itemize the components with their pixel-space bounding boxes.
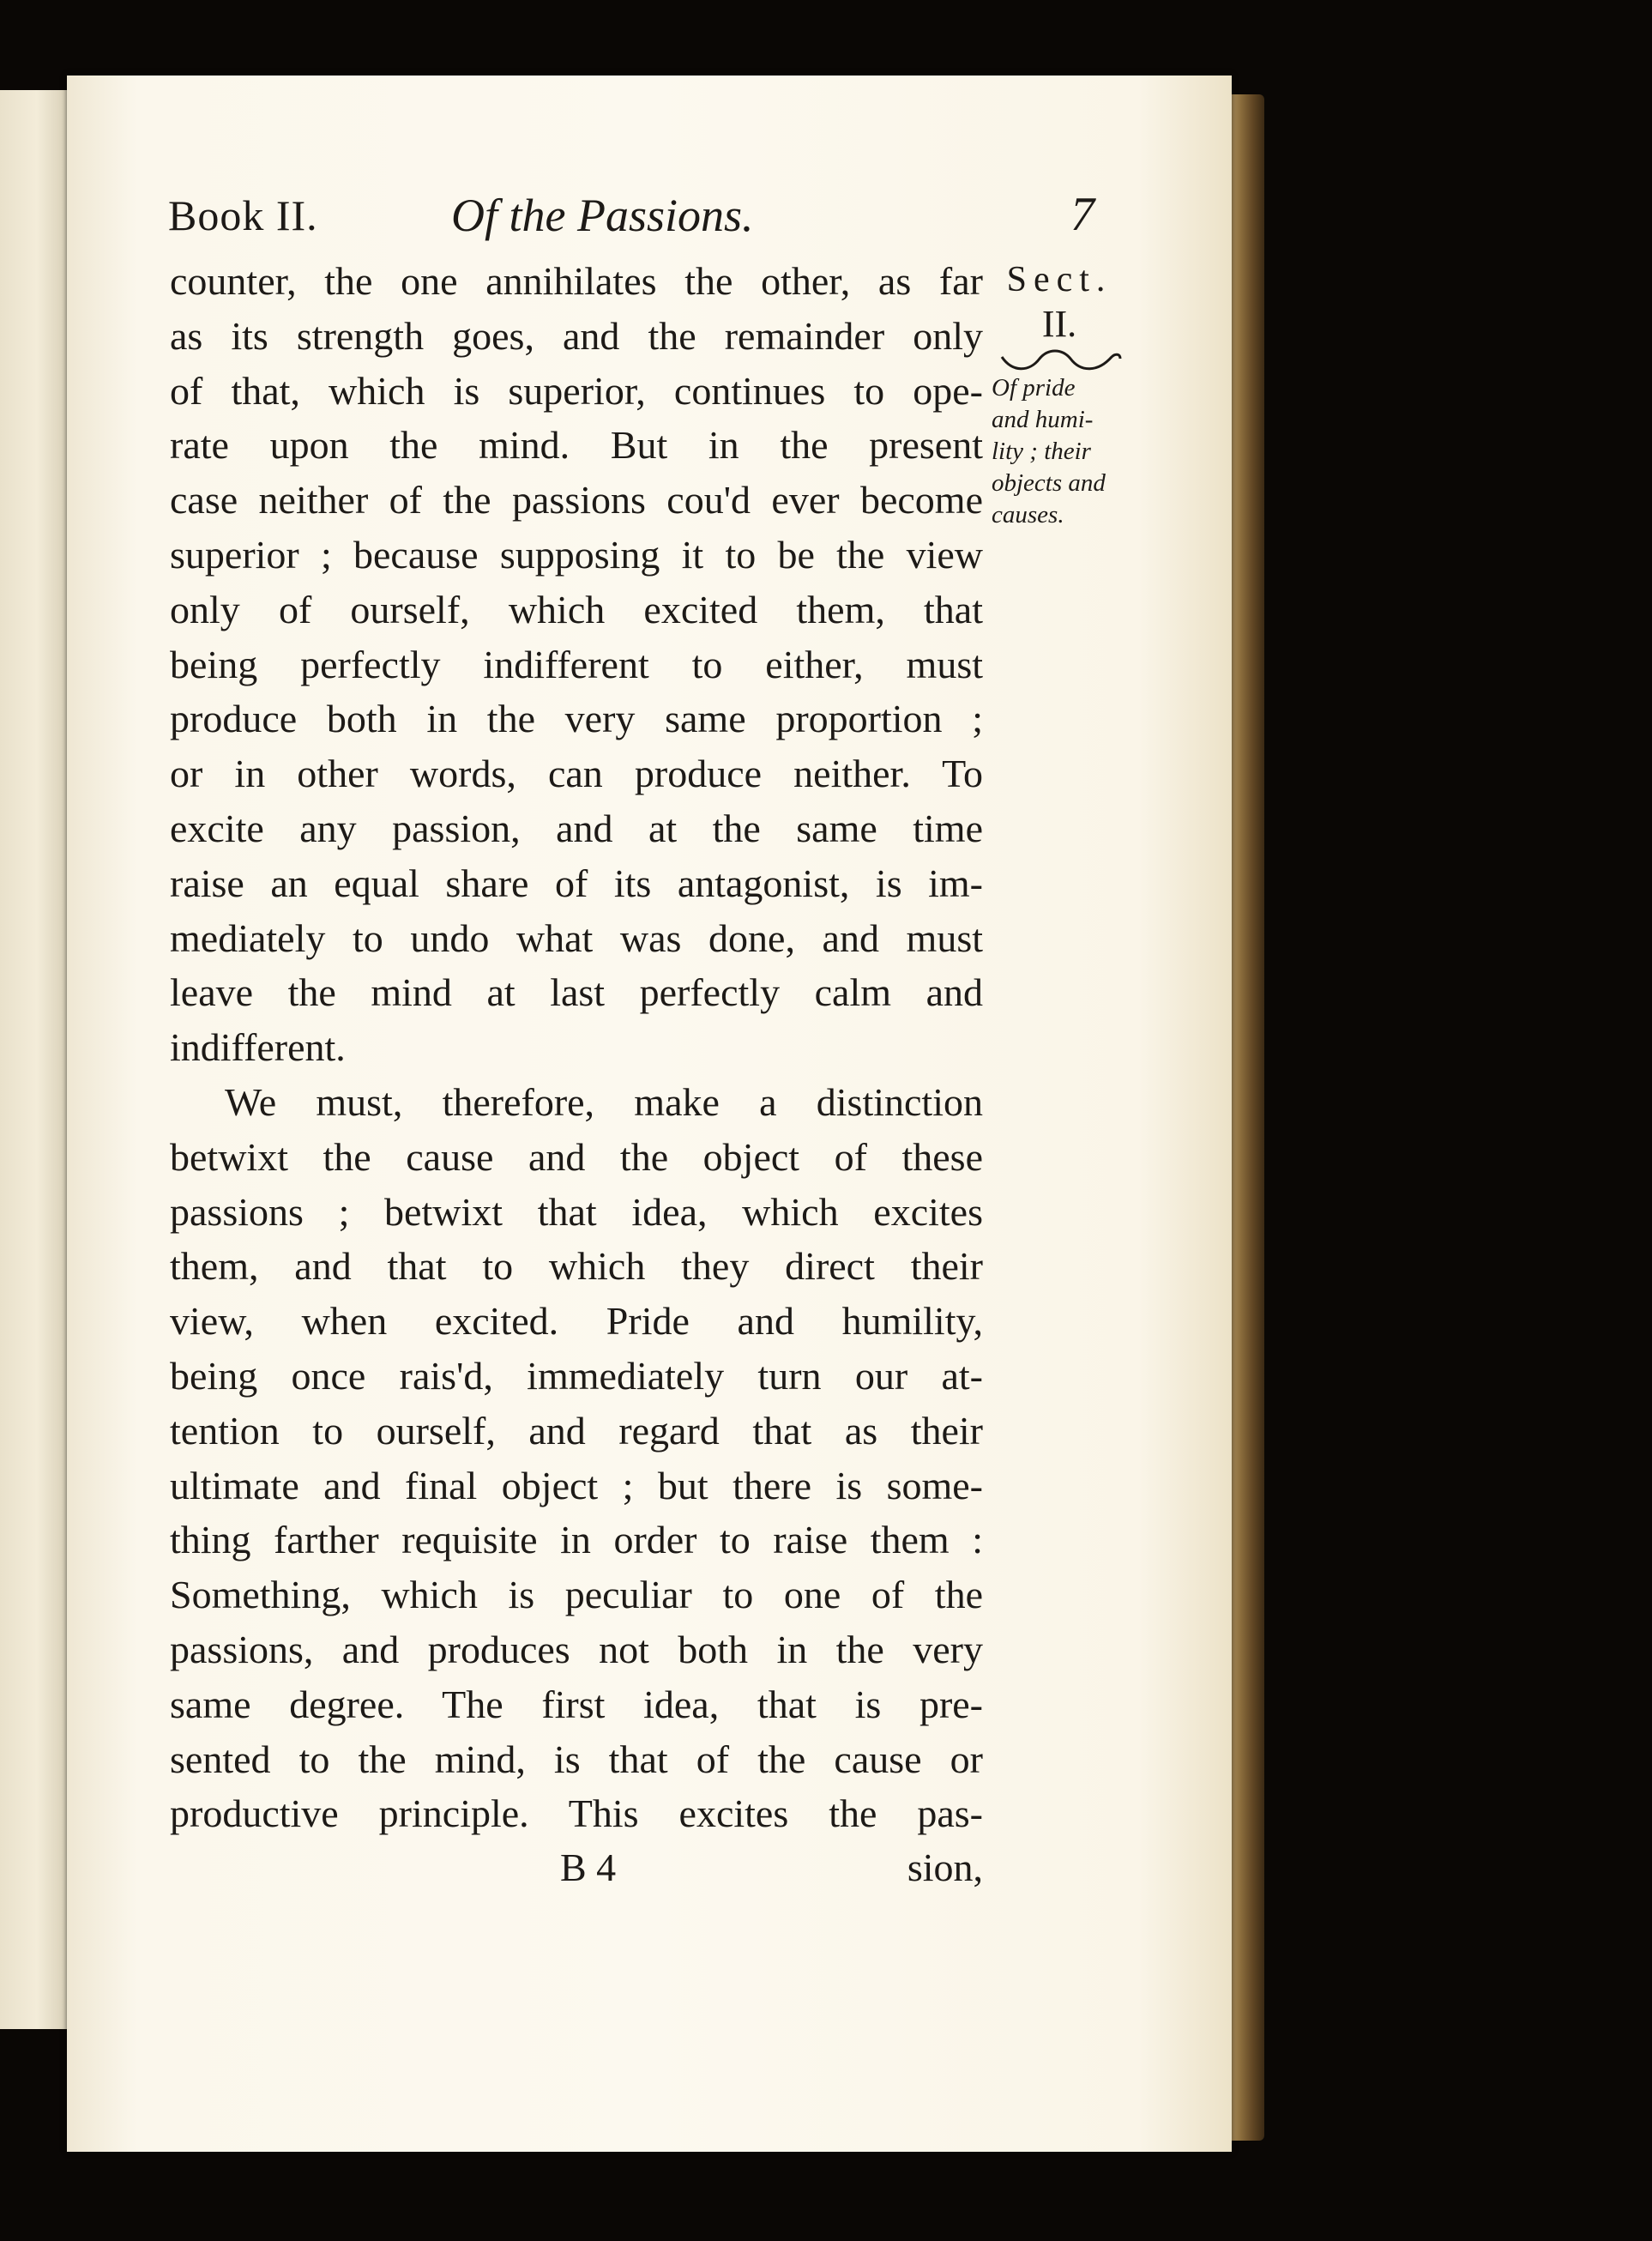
signature-mark: B 4 — [560, 1845, 617, 1889]
body-text — [170, 254, 983, 1841]
text-line: counter, the one annihilates the other, as far — [170, 259, 983, 303]
text-line: indifferent. — [170, 1025, 346, 1070]
text-line: raise an equal share of its antagonist, is im- — [170, 861, 983, 905]
text-line: We must, therefore, make a distinction — [225, 1079, 983, 1124]
text-line: excite any passion, and at the same time — [170, 806, 983, 850]
text-line: produce both in the very same proportion ; — [170, 697, 983, 741]
text-line: passions, and produces not both in the very — [170, 1627, 983, 1671]
page-number: 7 — [1070, 188, 1094, 241]
text-line: of that, which is superior, continues to ope- — [170, 368, 983, 413]
text-line: or in other words, can produce neither. To — [170, 752, 983, 796]
gloss-line: objects and — [992, 469, 1106, 497]
text-line: Something, which is peculiar to one of the — [170, 1573, 983, 1617]
adjacent-page-edge — [0, 90, 69, 2029]
catchword: sion, — [907, 1845, 983, 1889]
running-header — [168, 190, 1094, 251]
marginal-note — [986, 256, 1132, 531]
section-number: II. — [1041, 303, 1077, 345]
book-fore-edge — [1228, 94, 1264, 2141]
text-line: tention to ourself, and regard that as their — [170, 1408, 983, 1453]
text-line: thing farther requisite in order to raise them : — [170, 1518, 983, 1562]
text-line: view, when excited. Pride and humility, — [170, 1299, 983, 1344]
flourish-ornament — [995, 347, 1124, 372]
text-line: betwixt the cause and the object of these — [170, 1134, 983, 1179]
text-line: only of ourself, which excited them, that — [170, 587, 983, 631]
text-line: sented to the mind, is that of the cause or — [170, 1737, 983, 1781]
text-line: productive principle. This excites the pas- — [170, 1791, 983, 1836]
gloss-line: Of pride — [992, 374, 1076, 402]
text-line: ultimate and final object ; but there is some- — [170, 1463, 983, 1507]
gloss-line: and humi- — [992, 406, 1094, 433]
text-line: as its strength goes, and the remainder only — [170, 313, 983, 358]
running-title: Of the Passions. — [451, 190, 754, 241]
page-footer — [170, 1845, 983, 1896]
text-line: same degree. The first idea, that is pre- — [170, 1682, 983, 1726]
text-line: passions ; betwixt that idea, which excites — [170, 1189, 983, 1234]
gloss-line: causes. — [992, 501, 1064, 529]
text-line: rate upon the mind. But in the present — [170, 423, 983, 468]
text-line: superior ; because supposing it to be the view — [170, 532, 983, 577]
marginal-gloss — [986, 372, 1132, 531]
text-line: case neither of the passions cou'd ever become — [170, 478, 983, 522]
text-line: being once rais'd, immediately turn our at- — [170, 1353, 983, 1398]
text-line: leave the mind at last perfectly calm and — [170, 970, 983, 1015]
text-line: mediately to undo what was done, and must — [170, 915, 983, 960]
book-label: Book II. — [168, 191, 318, 239]
section-label: Sect. — [1006, 260, 1112, 299]
gloss-line: lity ; their — [992, 438, 1091, 465]
text-line: being perfectly indifferent to either, must — [170, 642, 983, 686]
text-line: them, and that to which they direct their — [170, 1244, 983, 1289]
